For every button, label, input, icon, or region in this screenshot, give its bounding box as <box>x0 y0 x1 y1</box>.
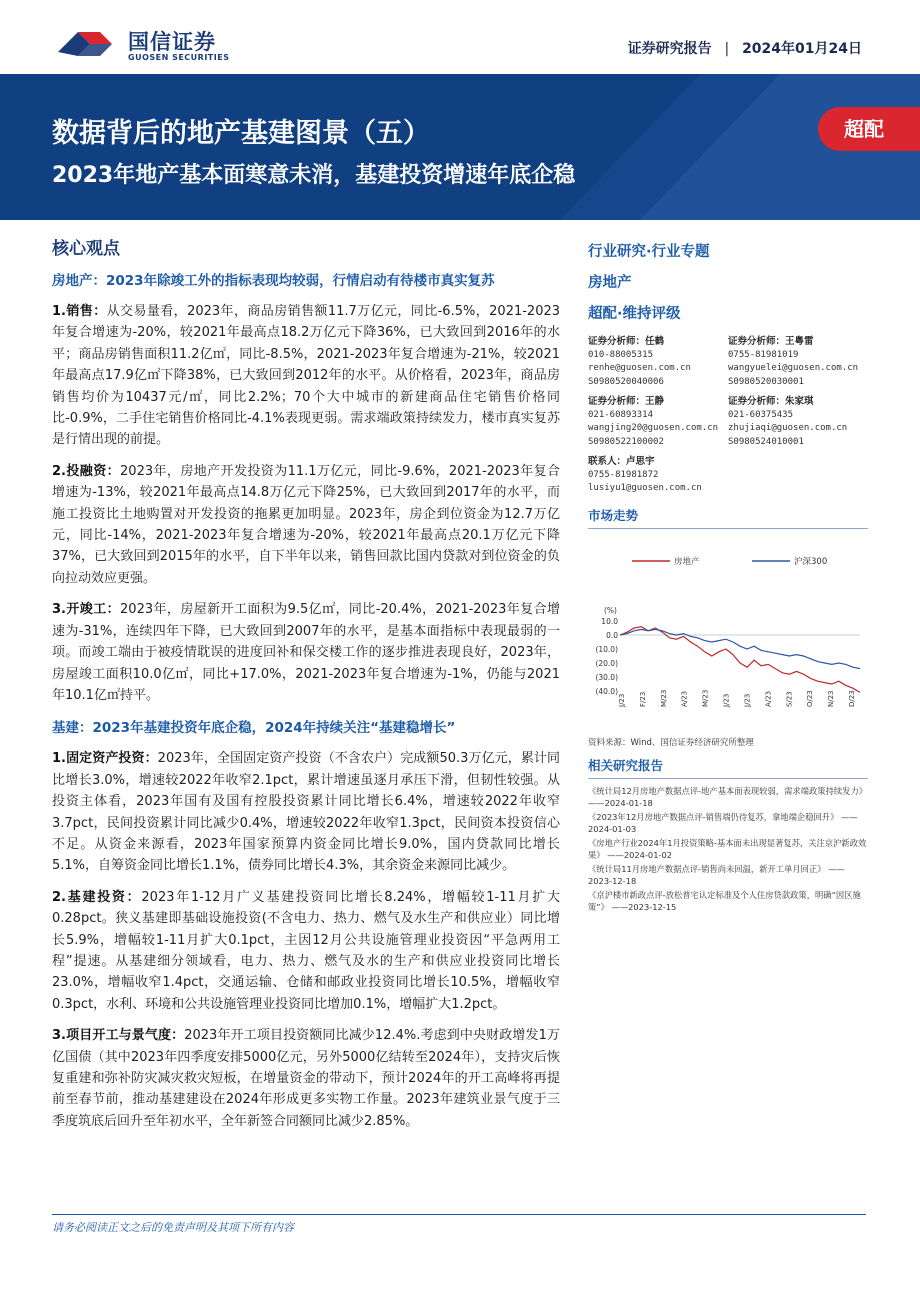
para-text: 2023年1-12月广义基建投资同比增长8.24%，增幅较1-11月扩大0.28pct。狭义基建即基础设施投资(不含电力、热力、燃气及水生产和供应业）同比增长5.9%，增幅较1-11月扩大0.1pct，主因12月公共设施管理业投资因“平急两用工程”提速。从基建细分领域看，电力、热力、燃气及水的生产和供应业投资同比增长23.0%，增幅收窄1.4pct，交通运输、仓储和邮政业投资同比增长10.5%，增幅收窄0.3pct，水利、环境和公共设施管理业投资同比增加0.1%，增幅扩大1.2pct。 <box>52 889 561 1012</box>
sidebar-category: 行业研究·行业专题 <box>588 244 710 260</box>
y-tick-label: (30.0) <box>595 672 618 682</box>
footer-divider <box>52 1214 866 1215</box>
analyst-list <box>588 335 868 496</box>
analyst-card <box>588 395 728 449</box>
y-unit-label: (%) <box>604 605 617 615</box>
y-tick-label: (20.0) <box>595 658 618 668</box>
core-heading: 核心观点 <box>52 239 120 259</box>
infra-heading: 基建：2023年基建投资年底企稳，2024年持续关注“基建稳增长” <box>52 720 456 737</box>
market-trend-chart <box>588 539 868 734</box>
market-trend-heading: 市场走势 <box>588 506 868 529</box>
x-tick-label: N/23 <box>827 689 836 707</box>
contact-email[interactable]: lusiyu1@guosen.com.cn <box>588 483 702 493</box>
x-tick-label: J/23 <box>743 693 752 707</box>
x-tick-label: A/23 <box>680 690 689 707</box>
legend-label: 房地产 <box>674 556 700 567</box>
related-report-item[interactable]: 《统计局12月房地产数据点评-地产基本面表现较弱，需求端政策持续发力》 ——2024-01-18 <box>588 785 868 808</box>
para-label: 3.开竣工： <box>52 602 121 618</box>
y-tick-label: 0.0 <box>606 630 618 640</box>
y-tick-label: (10.0) <box>595 644 618 654</box>
logo-text-cn: 国信证券 <box>128 30 216 54</box>
para-label: 2.基建投资： <box>52 889 142 905</box>
para-text: 2023年，房地产开发投资为11.1万亿元，同比-9.6%，2021-2023年复合增速为-13%，较2021年最高点14.8万亿元下降25%，已大致回到2017年的水平，而施工投资比土地购置对开发投资的拖累更加明显。2023年，房企到位资金为12.7万亿元，同比-14%，2021-2023年复合增速为-20%，较2021年最高点20.1万亿元下降37%，已大致回到2015年的水平，自下半年以来，销售回款比国内贷款对到位资金的负向拉动效应更强。 <box>52 463 561 586</box>
top-bar <box>0 0 920 74</box>
related-report-item[interactable]: 《2023年12月房地产数据点评-销售端仍待复苏，拿地端企稳回升》 ——2024-01-03 <box>588 811 858 834</box>
para-text: 从交易量看，2023年，商品房销售额11.7万亿元，同比-6.5%，2021-2023年复合增速为-20%，较2021年最高点18.2万亿元下降36%，已大致回到2016年的水平；商品房销售面积11.2亿㎡，同比-8.5%，2021-2023年复合增速为-21%，较2021年最高点17.9亿㎡下降38%，已大致回到2012年的水平。从价格看，2023年，商品房销售均价为10437元/㎡，同比2.2%；70个大中城市的新建商品住宅销售价格同比-0.9%，二手住宅销售价格同比-4.1%表现更弱。需求端政策持续发力，楼市真实复苏是行情出现的前提。 <box>52 304 561 448</box>
analyst-card <box>728 335 868 389</box>
para-label: 1.销售： <box>52 304 107 319</box>
x-tick-label: J/23 <box>722 693 731 707</box>
para-label: 1.固定资产投资： <box>52 751 158 767</box>
para-text: 2023年，房屋新开工面积为9.5亿㎡，同比-20.4%，2021-2023年复合增速为-31%，连续四年下降，已大致回到2007年的水平，是基本面指标中表现最弱的一项。而竣工端由于被疫情耽误的进度回补和保交楼工作的逐步推进表现良好，2023年，房屋竣工面积10.0亿㎡，同比+17.0%，2021-2023年复合增速为-1%，仍能与2021年10.1亿㎡持平。 <box>52 602 561 703</box>
meta-separator: | <box>724 41 730 57</box>
analyst-name: 证券分析师：朱家琪 <box>728 396 814 407</box>
related-report-item[interactable]: 《统计局11月房地产数据点评-销售尚未回温，新开工单月回正》 ——2023-12-18 <box>588 863 845 886</box>
report-subtitle: 2023年地产基本面寒意未消，基建投资增速年底企稳 <box>52 163 576 188</box>
chart-source: 资料来源：Wind、国信证券经济研究所整理 <box>588 737 754 748</box>
paragraph-sales <box>52 301 560 451</box>
related-reports-heading: 相关研究报告 <box>588 756 868 779</box>
core-views <box>52 234 560 1142</box>
analyst-card <box>728 395 868 449</box>
analyst-cert: S0980520030001 <box>728 376 804 387</box>
logo-text-en: GUOSEN SECURITIES <box>128 53 230 62</box>
analyst-cert: S0980520040006 <box>588 376 664 387</box>
footer-disclaimer: 请务必阅读正文之后的免责声明及其项下所有内容 <box>52 1221 294 1234</box>
x-tick-label: J/23 <box>618 693 626 707</box>
sidebar-industry: 房地产 <box>588 275 632 291</box>
related-report-item[interactable]: 《京沪楼市新政点评-放松普宅认定标准及个人住房贷款政策，明确“因区施策”》 ——2023-12-15 <box>588 889 861 912</box>
market-trend-svg <box>588 539 868 734</box>
analyst-phone: 021-60893314 <box>588 409 654 420</box>
analyst-email[interactable]: wangyuelei@guosen.com.cn <box>728 363 859 373</box>
x-tick-label: M/23 <box>659 689 668 707</box>
analyst-cert: S0980522100002 <box>588 436 664 447</box>
legend-label: 沪深300 <box>794 556 828 567</box>
para-text: 2023年开工项目投资额同比减少12.4%.考虑到中央财政增发1万亿国债（其中2023年四季度安排5000亿元，另外5000亿结转至2024年），支持灾后恢复重建和弥补防灾减灾救灾短板，在增量资金的带动下，预计2024年的开工高峰将再提前至春节前，推动基建建设在2024年形成更多实物工作量。2023年建筑业景气度于三季度筑底后回升至年初水平，全年新签合同额同比减少2.85%。 <box>52 1028 560 1129</box>
para-text: 2023年，全国固定资产投资（不含农户）完成额50.3万亿元，累计同比增长3.0%，增速较2022年收窄2.1pct，累计增速虽逐月承压下滑，但韧性较强。从投资主体看，2023年国有及国有控股投资累计同比增长6.4%，增速较2022年收窄3.7pct，民间投资累计同比减少0.4%，增速较2022年收窄1.3pct，民间资本投资信心不足。从资金来源看，2023年国家预算内资金同比增长9.0%，国内贷款同比增长5.1%，自筹资金同比增长1.1%，债券同比增长4.3%，其余资金来源同比减少。 <box>52 751 561 874</box>
y-tick-label: (40.0) <box>595 686 618 696</box>
x-tick-label: S/23 <box>785 690 794 707</box>
analyst-phone: 010-88005315 <box>588 349 654 360</box>
y-tick-label: 10.0 <box>601 616 618 626</box>
analyst-email[interactable]: wangjing20@guosen.com.cn <box>588 423 719 433</box>
realestate-heading: 房地产：2023年除竣工外的指标表现均较弱，行情启动有待楼市真实复苏 <box>52 273 495 289</box>
analyst-card <box>588 335 728 389</box>
x-tick-label: D/23 <box>848 689 856 707</box>
report-title: 数据背后的地产基建图景（五） <box>52 118 430 149</box>
guosen-logo-icon <box>56 26 120 64</box>
report-meta <box>628 38 862 58</box>
sidebar <box>588 240 868 913</box>
analyst-email[interactable]: zhujiaqi@guosen.com.cn <box>728 423 848 433</box>
analyst-cert: S0980524010001 <box>728 436 804 447</box>
x-tick-label: A/23 <box>764 690 773 707</box>
title-banner <box>0 74 920 220</box>
x-tick-label: M/23 <box>701 689 710 707</box>
para-label: 3.项目开工与景气度： <box>52 1028 185 1044</box>
paragraph-fixed-asset <box>52 748 560 876</box>
x-tick-label: O/23 <box>806 689 815 707</box>
contact-name: 联系人：卢思宇 <box>588 456 655 467</box>
paragraph-project-start <box>52 1025 560 1132</box>
para-label: 2.投融资： <box>52 463 121 479</box>
contact-card <box>588 455 728 496</box>
sidebar-rating: 超配·维持评级 <box>588 306 681 322</box>
series-line-realestate <box>620 626 860 692</box>
x-tick-label: F/23 <box>638 691 647 707</box>
analyst-email[interactable]: renhe@guosen.com.cn <box>588 363 691 373</box>
report-date: 2024年01月24日 <box>742 41 862 57</box>
related-report-item[interactable]: 《房地产行业2024年1月投资策略-基本面未出现显著复苏，关注京沪新政效果》 ——2024-01-02 <box>588 837 867 860</box>
contact-phone: 0755-81981872 <box>588 469 659 480</box>
analyst-name: 证券分析师：任鹤 <box>588 336 665 347</box>
analyst-name: 证券分析师：王粤雷 <box>728 336 814 347</box>
paragraph-investment <box>52 461 560 589</box>
paragraph-construction <box>52 599 560 706</box>
analyst-name: 证券分析师：王静 <box>588 396 665 407</box>
paragraph-infra-investment <box>52 887 560 1015</box>
analyst-phone: 0755-81981019 <box>728 349 799 360</box>
related-reports-list <box>588 785 868 913</box>
rating-badge: 超配 <box>818 107 920 151</box>
analyst-phone: 021-60375435 <box>728 409 794 420</box>
report-type: 证券研究报告 <box>627 41 712 57</box>
